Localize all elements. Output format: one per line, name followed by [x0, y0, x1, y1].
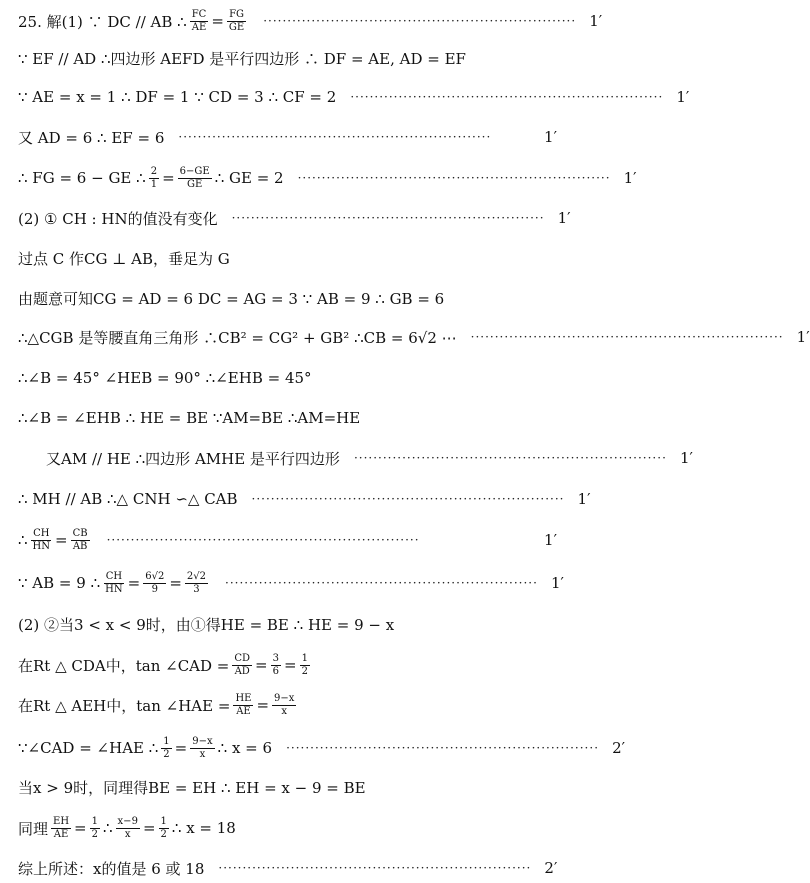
line-text: ∴△CGB 是等腰直角三角形 ∴CB² = CG² + GB² ∴CB = 6√2 ⋯	[18, 328, 457, 347]
fraction-1-denominator: AE	[236, 705, 251, 717]
line-text: 又 AD = 6 ∴ EF = 6	[18, 128, 165, 147]
solution-line-8	[18, 283, 557, 313]
score-mark: 2′	[544, 859, 558, 877]
fraction-2-numerator: 9−x	[192, 735, 213, 747]
fraction-1-denominator: AE	[191, 21, 207, 33]
solution-line-5	[18, 163, 637, 193]
line-text: 同理	[18, 819, 49, 838]
line-text: 过点 C 作CG ⊥ AB，垂足为 G	[18, 249, 230, 268]
line-text: ∴	[18, 531, 28, 549]
line-tail: ∴ x = 18	[171, 819, 236, 837]
fraction-1-denominator: AD	[234, 665, 250, 677]
equals-sign: =	[127, 574, 141, 592]
line-text: ∵ AE = x = 1 ∴ DF = 1 ∵ CD = 3 ∴ CF = 2	[18, 88, 337, 106]
line-text: 又AM // HE ∴四边形 AMHE 是平行四边形	[46, 449, 340, 468]
score-mark: 1′	[796, 328, 810, 346]
fraction-2-numerator: 1	[91, 815, 98, 827]
line-text: ∵∠CAD = ∠HAE ∴	[18, 739, 159, 757]
fraction-1-denominator: AE	[53, 828, 69, 840]
solution-line-18	[18, 690, 557, 720]
fraction-2-denominator: x	[199, 748, 206, 760]
fraction-1	[232, 653, 252, 678]
line-tail: ∴ GE = 2	[214, 169, 284, 187]
solution-line-4	[18, 122, 557, 152]
fraction-1-denominator: HN	[105, 583, 123, 595]
fraction-1	[31, 528, 52, 553]
solution-line-17	[18, 650, 557, 680]
fraction-2-denominator: 9	[151, 583, 158, 595]
fraction-2-denominator: 6	[272, 665, 279, 677]
leader-dots: ·································································	[231, 211, 545, 225]
solution-line-3	[18, 82, 690, 112]
score-mark: 1′	[679, 449, 693, 467]
score-mark: 1′	[544, 531, 557, 549]
leader-dots: ·································································	[350, 90, 664, 104]
leader-dots: ·································································	[263, 14, 577, 28]
equals-sign: =	[211, 12, 224, 30]
solution-line-11	[18, 403, 557, 433]
fraction-2-numerator: 3	[272, 652, 279, 664]
line-text: (2) ① CH : HN的值没有变化	[18, 209, 218, 228]
fraction-3	[185, 571, 208, 596]
fraction-2-denominator: x	[281, 705, 288, 717]
score-mark: 2′	[612, 739, 626, 757]
solution-line-1	[18, 6, 603, 36]
fraction-4	[159, 816, 169, 841]
line-text: (2) ②当3 < x < 9时，由①得HE = BE ∴ HE = 9 − x	[18, 615, 395, 634]
score-mark: 1′	[676, 88, 690, 106]
fraction-1	[233, 693, 253, 718]
fraction-2	[178, 166, 212, 191]
line-text: 在Rt △ AEH中，tan ∠HAE =	[18, 696, 231, 715]
line-tail: ∴	[103, 819, 113, 837]
fraction-1-numerator: CH	[105, 570, 123, 582]
fraction-2-numerator: CB	[72, 527, 88, 539]
fraction-2	[143, 571, 166, 596]
fraction-1	[190, 9, 209, 34]
solution-line-10	[18, 363, 557, 393]
leader-dots: ·································································	[251, 492, 565, 506]
fraction-3-denominator: 2	[301, 665, 308, 677]
equals-sign: =	[74, 819, 87, 837]
fraction-3-denominator: 3	[193, 583, 200, 595]
fraction-1-numerator: CD	[234, 652, 251, 664]
fraction-2	[71, 528, 90, 553]
fraction-2-denominator: GE	[187, 178, 203, 190]
leader-dots: ·································································	[178, 130, 492, 144]
fraction-1-numerator: HE	[235, 692, 252, 704]
equals-sign: =	[142, 819, 156, 837]
line-text: 由题意可知CG = AD = 6 DC = AG = 3 ∵ AB = 9 ∴ GB = 6	[18, 289, 445, 308]
fraction-2-denominator: AB	[72, 540, 88, 552]
fraction-1	[103, 571, 124, 596]
fraction-3-denominator: x	[124, 828, 131, 840]
line-text: 当x > 9时，同理得BE = EH ∴ EH = x − 9 = BE	[18, 778, 366, 797]
solution-line-21	[18, 813, 557, 843]
equals-sign: =	[255, 656, 268, 674]
fraction-2-numerator: 9−x	[274, 692, 295, 704]
leader-dots: ·································································	[225, 576, 538, 590]
fraction-4-denominator: 2	[160, 828, 167, 840]
fraction-1-numerator: 1	[163, 735, 170, 747]
fraction-3-numerator: 2√2	[186, 570, 206, 582]
fraction-3-numerator: 1	[301, 652, 308, 664]
fraction-1	[51, 816, 71, 841]
fraction-1-numerator: FC	[191, 8, 207, 20]
fraction-2-denominator: GE	[228, 21, 245, 33]
solution-line-20	[18, 772, 557, 802]
fraction-2	[190, 736, 214, 761]
solution-line-13	[18, 484, 591, 514]
line-text: ∵ AB = 9 ∴	[18, 574, 101, 592]
fraction-2	[227, 9, 246, 34]
equals-sign: =	[55, 531, 68, 549]
line-text: ∴ FG = 6 − GE ∴	[18, 169, 146, 187]
fraction-4-numerator: 1	[160, 815, 167, 827]
score-mark: 1′	[551, 574, 564, 592]
fraction-3-numerator: x−9	[117, 815, 138, 827]
fraction-2-numerator: 6√2	[145, 570, 165, 582]
fraction-1-numerator: 2	[150, 165, 158, 177]
line-tail: ∴ x = 6	[217, 739, 273, 757]
equals-sign: =	[256, 696, 270, 714]
score-mark: 1′	[589, 12, 603, 30]
equals-sign: =	[284, 656, 297, 674]
fraction-2	[271, 653, 281, 678]
line-text: ∴ MH // AB ∴△ CNH ∽△ CAB	[18, 490, 238, 508]
equals-sign: =	[169, 574, 182, 592]
fraction-1	[149, 166, 159, 191]
solution-line-16	[18, 609, 557, 639]
score-mark: 1′	[544, 128, 557, 146]
fraction-2-numerator: FG	[229, 8, 245, 20]
fraction-1-denominator: 2	[163, 748, 170, 760]
line-text: 25. 解(1) ∵ DC // AB ∴	[18, 12, 187, 31]
fraction-1-numerator: EH	[53, 815, 70, 827]
solution-line-9	[18, 322, 810, 352]
solution-line-6	[18, 203, 571, 233]
fraction-1-denominator: HN	[32, 540, 51, 552]
leader-dots: ·································································	[218, 861, 532, 875]
fraction-2	[90, 816, 100, 841]
equals-sign: =	[174, 739, 188, 757]
leader-dots: ·································································	[297, 171, 611, 185]
fraction-1-numerator: CH	[33, 527, 50, 539]
solution-line-15	[18, 568, 564, 598]
solution-line-7	[18, 243, 557, 273]
fraction-3	[116, 816, 140, 841]
equals-sign: =	[162, 169, 175, 187]
leader-dots: ·································································	[470, 330, 784, 344]
fraction-2-denominator: 2	[91, 828, 98, 840]
fraction-2-numerator: 6−GE	[179, 165, 210, 177]
solution-line-2	[18, 43, 557, 73]
score-mark: 1′	[623, 169, 637, 187]
fraction-3	[300, 653, 310, 678]
line-text: ∴∠B = ∠EHB ∴ HE = BE ∵AM=BE ∴AM=HE	[18, 409, 361, 427]
fraction-1	[161, 736, 171, 761]
fraction-2	[272, 693, 296, 718]
leader-dots: ·································································	[353, 451, 667, 465]
solution-line-19	[18, 733, 626, 763]
line-text: ∵ EF // AD ∴四边形 AEFD 是平行四边形 ∴ DF = AE, AD = EF	[18, 49, 466, 68]
score-mark: 1′	[577, 490, 591, 508]
leader-dots: ·································································	[286, 741, 600, 755]
leader-dots: ·································································	[106, 533, 420, 547]
solution-line-12	[46, 443, 693, 473]
line-text: 在Rt △ CDA中，tan ∠CAD =	[18, 656, 230, 675]
solution-line-14	[18, 525, 557, 555]
fraction-1-denominator: 1	[150, 178, 158, 190]
score-mark: 1′	[557, 209, 571, 227]
line-text: 综上所述：x的值是 6 或 18	[18, 859, 205, 878]
solution-line-22	[18, 853, 557, 883]
line-text: ∴∠B = 45° ∠HEB = 90° ∴∠EHB = 45°	[18, 369, 312, 387]
